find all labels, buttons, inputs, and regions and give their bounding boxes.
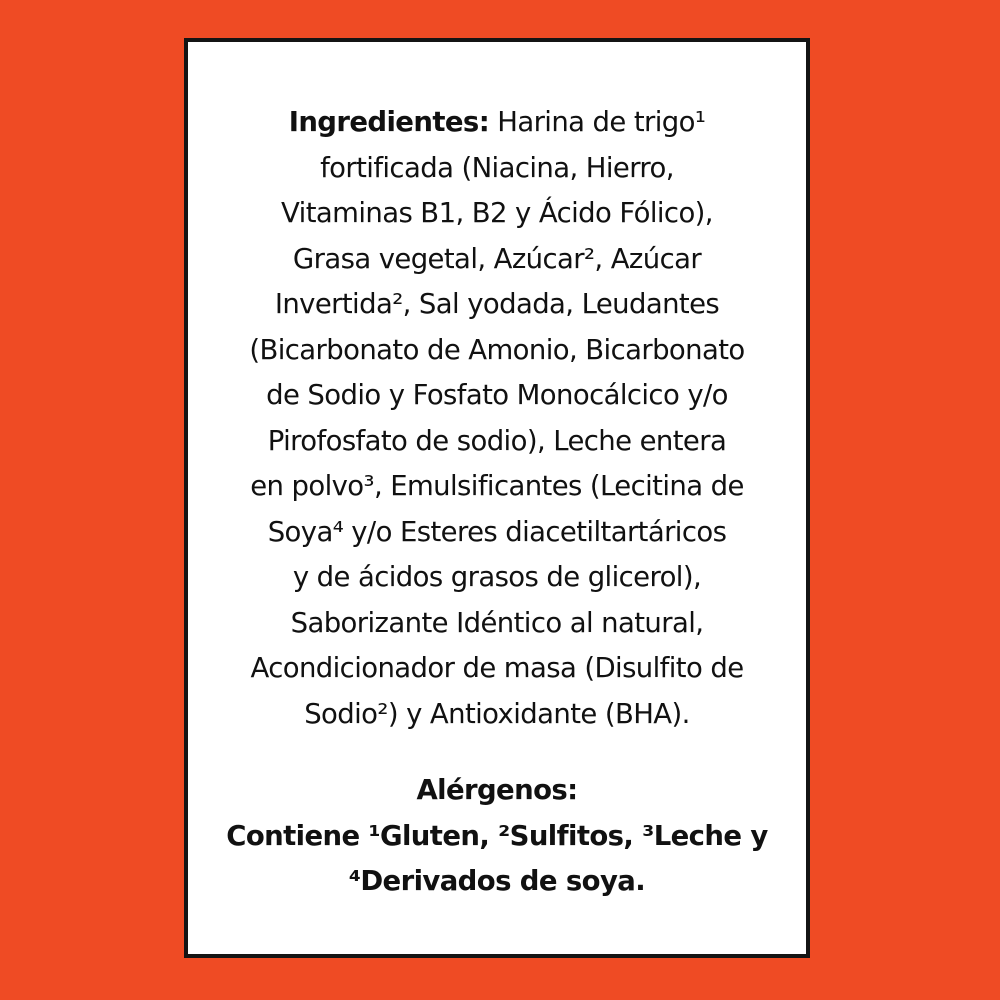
ingredients-line: Pirofosfato de sodio), Leche entera — [267, 424, 727, 457]
ingredients-line: Saborizante Idéntico al natural, — [290, 606, 704, 639]
ingredients-text — [188, 100, 806, 737]
ingredients-line: Invertida², Sal yodada, Leudantes — [274, 288, 720, 320]
ingredients-line: en polvo³, Emulsificantes (Lecitina de — [250, 470, 744, 502]
ingredients-line: (Bicarbonato de Amonio, Bicarbonato — [249, 333, 745, 366]
ingredients-line: y de ácidos grasos de glicerol), — [292, 561, 702, 593]
ingredients-line: Soya⁴ y/o Esteres diacetiltartáricos — [267, 515, 727, 548]
allergens-text — [188, 768, 806, 905]
ingredients-line: Acondicionador de masa (Disulfito de — [250, 652, 744, 684]
ingredients-line: Sodio²) y Antioxidante (BHA). — [304, 697, 690, 730]
allergens-line: Contiene ¹Gluten, ²Sulfitos, ³Leche y — [226, 819, 768, 852]
ingredients-heading: Ingredientes: — [288, 106, 490, 138]
ingredients-line — [188, 100, 806, 146]
allergens-heading: Alérgenos: — [416, 774, 578, 806]
allergens-line: ⁴Derivados de soya. — [348, 865, 646, 897]
ingredients-line: Grasa vegetal, Azúcar², Azúcar — [292, 242, 702, 275]
ingredients-line: Vitaminas B1, B2 y Ácido Fólico), — [281, 197, 713, 229]
ingredients-line-text: Harina de trigo¹ — [489, 106, 706, 138]
ingredients-line: fortificada (Niacina, Hierro, — [320, 151, 674, 184]
ingredients-label-card — [184, 38, 810, 958]
ingredients-line: de Sodio y Fosfato Monocálcico y/o — [266, 379, 728, 411]
